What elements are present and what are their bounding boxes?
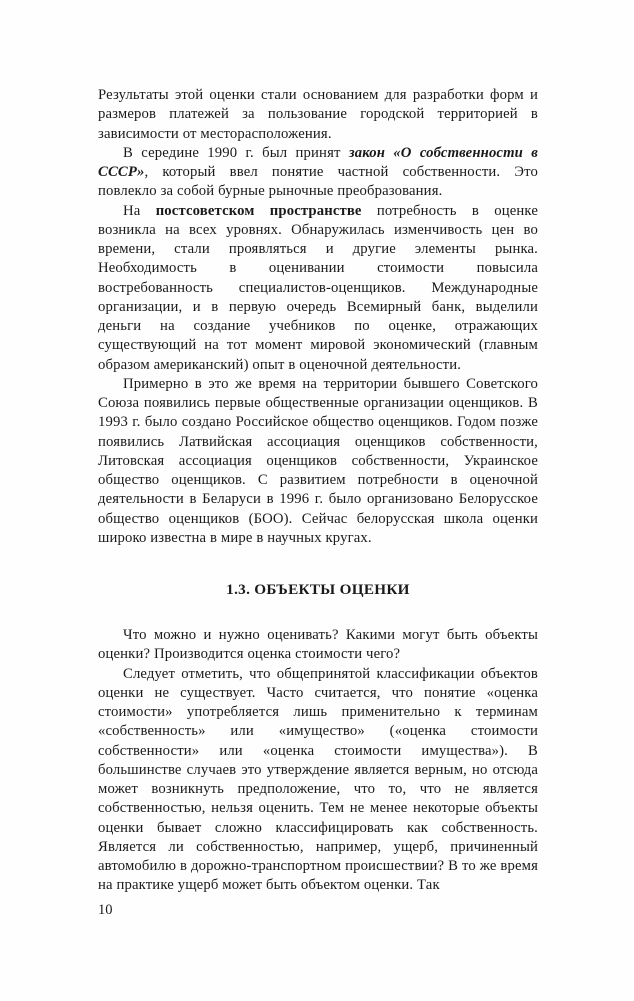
paragraph-2-run-1: В середине 1990 г. был принят bbox=[123, 144, 349, 161]
text-column bbox=[98, 86, 538, 896]
law-title-emphasis: закон «О собственности в СССР» bbox=[98, 144, 538, 180]
paragraph-6-text: Следует отметить, что общепринятой классификации объектов оценки не существует. Часто считается, что понятие «оценка стоимости» употребляется лишь применительно к терминам «собственность» или «имущество» («оценка стоимости собственности» или «оценка стоимости имущества»). В большинстве случаев это утверждение является верным, но отсюда может возникнуть предположение, что то, что не является собственностью, нельзя оценить. Тем не менее некоторые объекты оценки бывает сложно классифицировать как собственность. Является ли собственностью, например, ущерб, причиненный автомобилю в дорожно-транспортном происшествии? В то же время на практике ущерб может быть объектом оценки. Так bbox=[98, 665, 538, 894]
paragraph-5-text: Что можно и нужно оценивать? Какими могут быть объекты оценки? Производится оценка стоимости чего? bbox=[98, 627, 538, 663]
paragraph-4-text: Примерно в это же время на территории бывшего Советского Союза появились первые общественные организации оценщиков. В 1993 г. было создано Российское общество оценщиков. Годом позже появились Латвийская ассоциация оценщиков собственности, Литовская ассоциация оценщиков собственности, Украинское общество оценщиков. С развитием потребности в оценочной деятельности в Беларуси в 1996 г. было организовано Белорусское общество оценщиков (БОО). Сейчас белорусская школа оценки широко известна в мире в научных кругах. bbox=[98, 375, 538, 546]
paragraph-4 bbox=[98, 375, 538, 548]
section-heading: 1.3. ОБЪЕКТЫ ОЦЕНКИ bbox=[226, 581, 410, 598]
paragraph-3-run-3: потребность в оценке возникла на всех уровнях. Обнаружилась изменчивость цен во времени, стали проявляться и другие элементы рынка. Необходимость в оценивании стоимости повысила востребованность специалистов-оценщиков. Международные организации, и в первую очередь Всемирный банк, выделили деньги на создание учебников по оценке, отражающих существующий на тот момент мировой экономический (главным образом американский) опыт в оценочной деятельности. bbox=[98, 202, 538, 373]
paragraph-1 bbox=[98, 86, 538, 144]
paragraph-3 bbox=[98, 202, 538, 375]
heading-spacer-bottom bbox=[98, 599, 538, 626]
paragraph-2-run-3: , который ввел понятие частной собственности. Это повлекло за собой бурные рыночные преобразования. bbox=[98, 164, 538, 200]
paragraph-2 bbox=[98, 144, 538, 202]
paragraph-1-text: Результаты этой оценки стали основанием для разработки форм и размеров платежей за пользование городской территорией в зависимости от месторасположения. bbox=[98, 87, 538, 142]
paragraph-3-run-1: На bbox=[123, 202, 156, 219]
post-soviet-emphasis: постсоветском пространстве bbox=[155, 202, 362, 219]
paragraph-5 bbox=[98, 626, 538, 665]
paragraph-6 bbox=[98, 665, 538, 896]
heading-spacer-top bbox=[98, 548, 538, 581]
page-number: 10 bbox=[98, 902, 113, 918]
